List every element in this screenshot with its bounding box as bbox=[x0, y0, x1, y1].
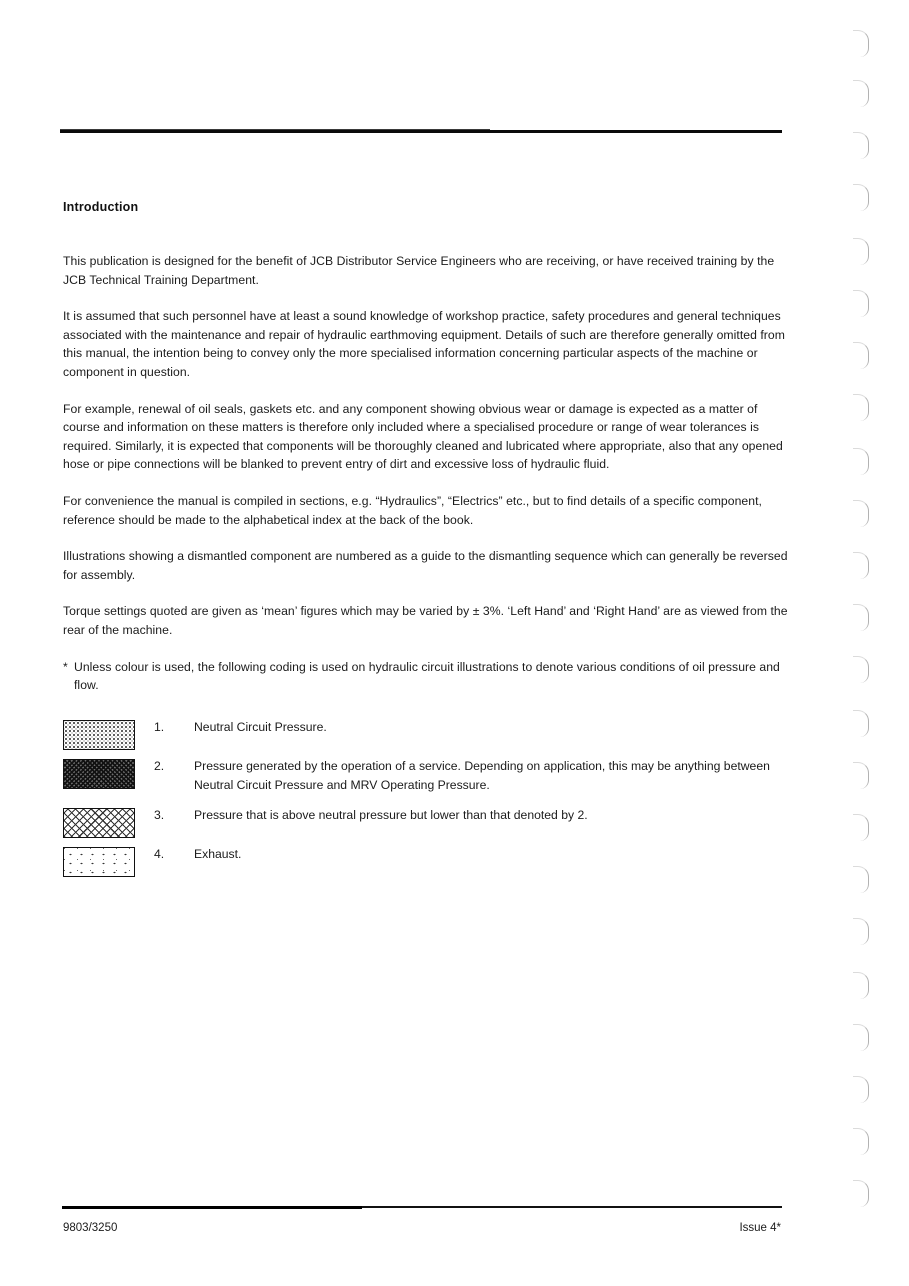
list-item-label: Pressure that is above neutral pressure but lower than that denoted by 2. bbox=[194, 808, 588, 823]
list-item-number: 4. bbox=[154, 847, 165, 862]
binding-mark-icon bbox=[853, 394, 869, 421]
binding-mark-icon bbox=[853, 918, 869, 945]
swatch-sparse-dot-icon bbox=[63, 847, 135, 877]
binding-mark-icon bbox=[853, 762, 869, 789]
coding-note-paragraph bbox=[63, 658, 793, 695]
binding-mark-icon bbox=[853, 552, 869, 579]
page-title: Introduction bbox=[63, 200, 139, 214]
binding-mark-icon bbox=[853, 866, 869, 893]
issue-number: Issue 4* bbox=[739, 1222, 781, 1234]
list-item bbox=[63, 845, 793, 877]
list-item-label: Pressure generated by the operation of a service. Depending on application, this may be anything between Neutral Circuit Pressure and MRV Operating Pressure. bbox=[194, 759, 770, 792]
binding-mark-icon bbox=[853, 972, 869, 999]
scan-binding-marks bbox=[845, 0, 895, 1286]
paragraph-3: For example, renewal of oil seals, gaskets etc. and any component showing obvious wear or damage is expected as a matter of course and information on these matters is therefore only included where a specialised procedure or range of wear tolerances is required. Similarly, it is expected that components will be thoroughly cleaned and lubricated where appropriate, also that any opened hose or pipe connections will be blanked to prevent entry of dirt and excessive loss of hydraulic fluid. bbox=[63, 401, 783, 472]
list-item-number: 1. bbox=[154, 720, 165, 734]
binding-mark-icon bbox=[853, 184, 869, 211]
binding-mark-icon bbox=[853, 80, 869, 107]
binding-mark-icon bbox=[853, 656, 869, 683]
swatch-fine-dot-grid-icon bbox=[63, 720, 135, 750]
swatch-dense-crosshatch-icon bbox=[63, 759, 135, 789]
list-item bbox=[63, 757, 793, 794]
list-item-label: Neutral Circuit Pressure. bbox=[194, 720, 327, 734]
binding-mark-icon bbox=[853, 500, 869, 527]
footer-rule bbox=[62, 1206, 782, 1208]
list-item bbox=[63, 806, 793, 838]
binding-mark-icon bbox=[853, 604, 869, 631]
binding-mark-icon bbox=[853, 448, 869, 475]
paragraph-4: For convenience the manual is compiled in sections, e.g. “Hydraulics”, “Electrics” etc., but to find details of a specific component, reference should be made to the alphabetical index at the back of the book. bbox=[63, 493, 762, 527]
paragraph-2: It is assumed that such personnel have at least a sound knowledge of workshop practice, safety procedures and general techniques associated with the maintenance and repair of hydraulic earthmoving equipment. Details of such are therefore generally omitted from this manual, the intention being to convey only the more specialised information concerning particular aspects of the machine or component in question. bbox=[63, 309, 785, 379]
binding-mark-icon bbox=[853, 342, 869, 369]
binding-mark-icon bbox=[853, 710, 869, 737]
list-item bbox=[63, 718, 793, 750]
coding-note-text: Unless colour is used, the following coding is used on hydraulic circuit illustrations to denote various conditions of oil pressure and flow. bbox=[74, 659, 780, 693]
header-rule bbox=[60, 130, 782, 133]
body-text-block bbox=[63, 252, 793, 695]
binding-mark-icon bbox=[853, 1128, 869, 1155]
pressure-coding-list bbox=[63, 718, 793, 884]
binding-mark-icon bbox=[853, 290, 869, 317]
paragraph-1: This publication is designed for the benefit of JCB Distributor Service Engineers who are receiving, or have received training by the JCB Technical Training Department. bbox=[63, 254, 775, 287]
binding-mark-icon bbox=[853, 814, 869, 841]
list-item-number: 3. bbox=[154, 808, 165, 823]
paragraph-6: Torque settings quoted are given as ‘mean’ figures which may be varied by ± 3%. ‘Left Hand’ and ‘Right Hand’ are as viewed from the rear of the machine. bbox=[63, 604, 788, 637]
binding-mark-icon bbox=[853, 132, 869, 159]
list-item-number: 2. bbox=[154, 759, 165, 773]
swatch-medium-cross-icon bbox=[63, 808, 135, 838]
binding-mark-icon bbox=[853, 30, 869, 57]
binding-mark-icon bbox=[853, 238, 869, 265]
publication-number: 9803/3250 bbox=[63, 1222, 118, 1234]
binding-mark-icon bbox=[853, 1180, 869, 1207]
binding-mark-icon bbox=[853, 1024, 869, 1051]
list-item-label: Exhaust. bbox=[194, 847, 242, 862]
paragraph-5: Illustrations showing a dismantled component are numbered as a guide to the dismantling sequence which can generally be reversed for assembly. bbox=[63, 549, 788, 582]
asterisk-marker: * bbox=[63, 659, 68, 674]
binding-mark-icon bbox=[853, 1076, 869, 1103]
